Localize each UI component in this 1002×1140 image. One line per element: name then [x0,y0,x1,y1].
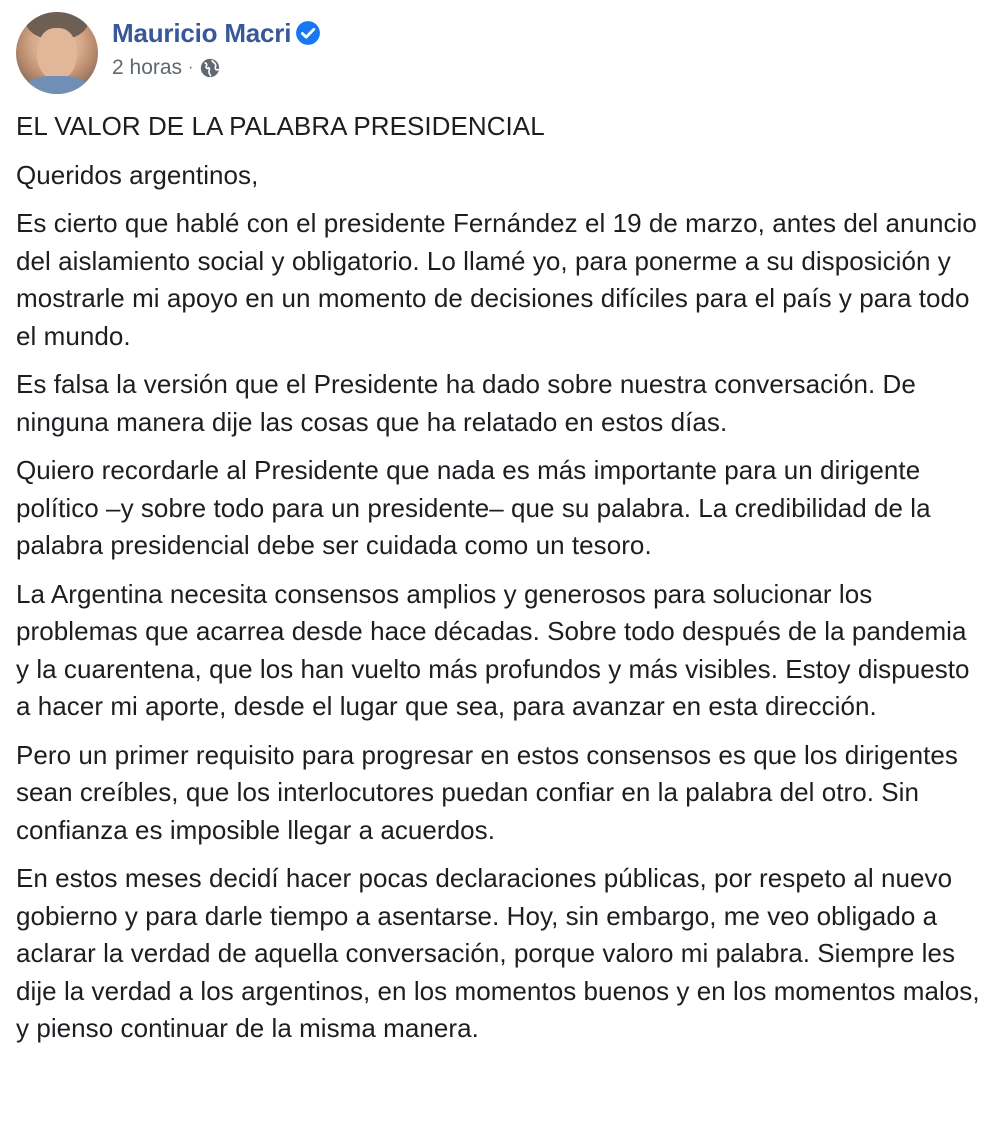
avatar-shirt [22,76,92,94]
author-avatar[interactable] [16,12,98,94]
avatar-face [37,28,77,80]
post-paragraph-4: La Argentina necesita consensos amplios y generosos para solucionar los problemas que acarrea desde hace décadas. Sobre todo después de la pandemia y la cuarentena, que los han vuelto más profundos y más visibles. Estoy dispuesto a hacer mi aporte, desde el lugar que sea, para avanzar en esta dirección. [16,578,970,721]
verified-badge-icon [295,20,321,46]
globe-icon[interactable] [199,57,221,79]
post-paragraph-2: Es falsa la versión que el Presidente ha dado sobre nuestra conversación. De ninguna manera dije las cosas que ha relatado en estos días. [16,369,916,437]
post-paragraph-5: Pero un primer requisito para progresar en estos consensos es que los dirigentes sean creíbles, que los interlocutores puedan confiar en la palabra del otro. Sin confianza es imposible llegar a acuerdos. [16,739,958,845]
post-greeting: Queridos argentinos, [16,159,259,190]
author-row [112,16,321,50]
post-meta [112,12,321,80]
author-name-link[interactable]: Mauricio Macri [112,17,292,48]
post-paragraph-6: En estos meses decidí hacer pocas declaraciones públicas, por respeto al nuevo gobierno y para darle tiempo a asentarse. Hoy, sin embargo, me veo obligado a aclarar la verdad de aquella conversación, porque valoro mi palabra. Siempre les dije la verdad a los argentinos, en los momentos buenos y en los momentos malos, y pienso continuar de la misma manera. [16,863,980,1043]
post-timestamp-link[interactable]: 2 horas [112,56,183,79]
meta-separator: · [188,59,194,76]
post-title: EL VALOR DE LA PALABRA PRESIDENCIAL [16,111,545,141]
post-paragraph-1: Es cierto que hablé con el presidente Fernández el 19 de marzo, antes del anuncio del aislamiento social y obligatorio. Lo llamé yo, para ponerme a su disposición y mostrarle mi apoyo en un momento de decisiones difíciles para el país y para todo el mundo. [16,208,977,351]
post-body [16,108,982,1048]
post-subline [112,56,321,80]
post-header [16,0,982,108]
post-paragraph-3: Quiero recordarle al Presidente que nada es más importante para un dirigente político –y sobre todo para un presidente– que su palabra. La credibilidad de la palabra presidencial debe ser cuidada como un tesoro. [16,455,931,560]
